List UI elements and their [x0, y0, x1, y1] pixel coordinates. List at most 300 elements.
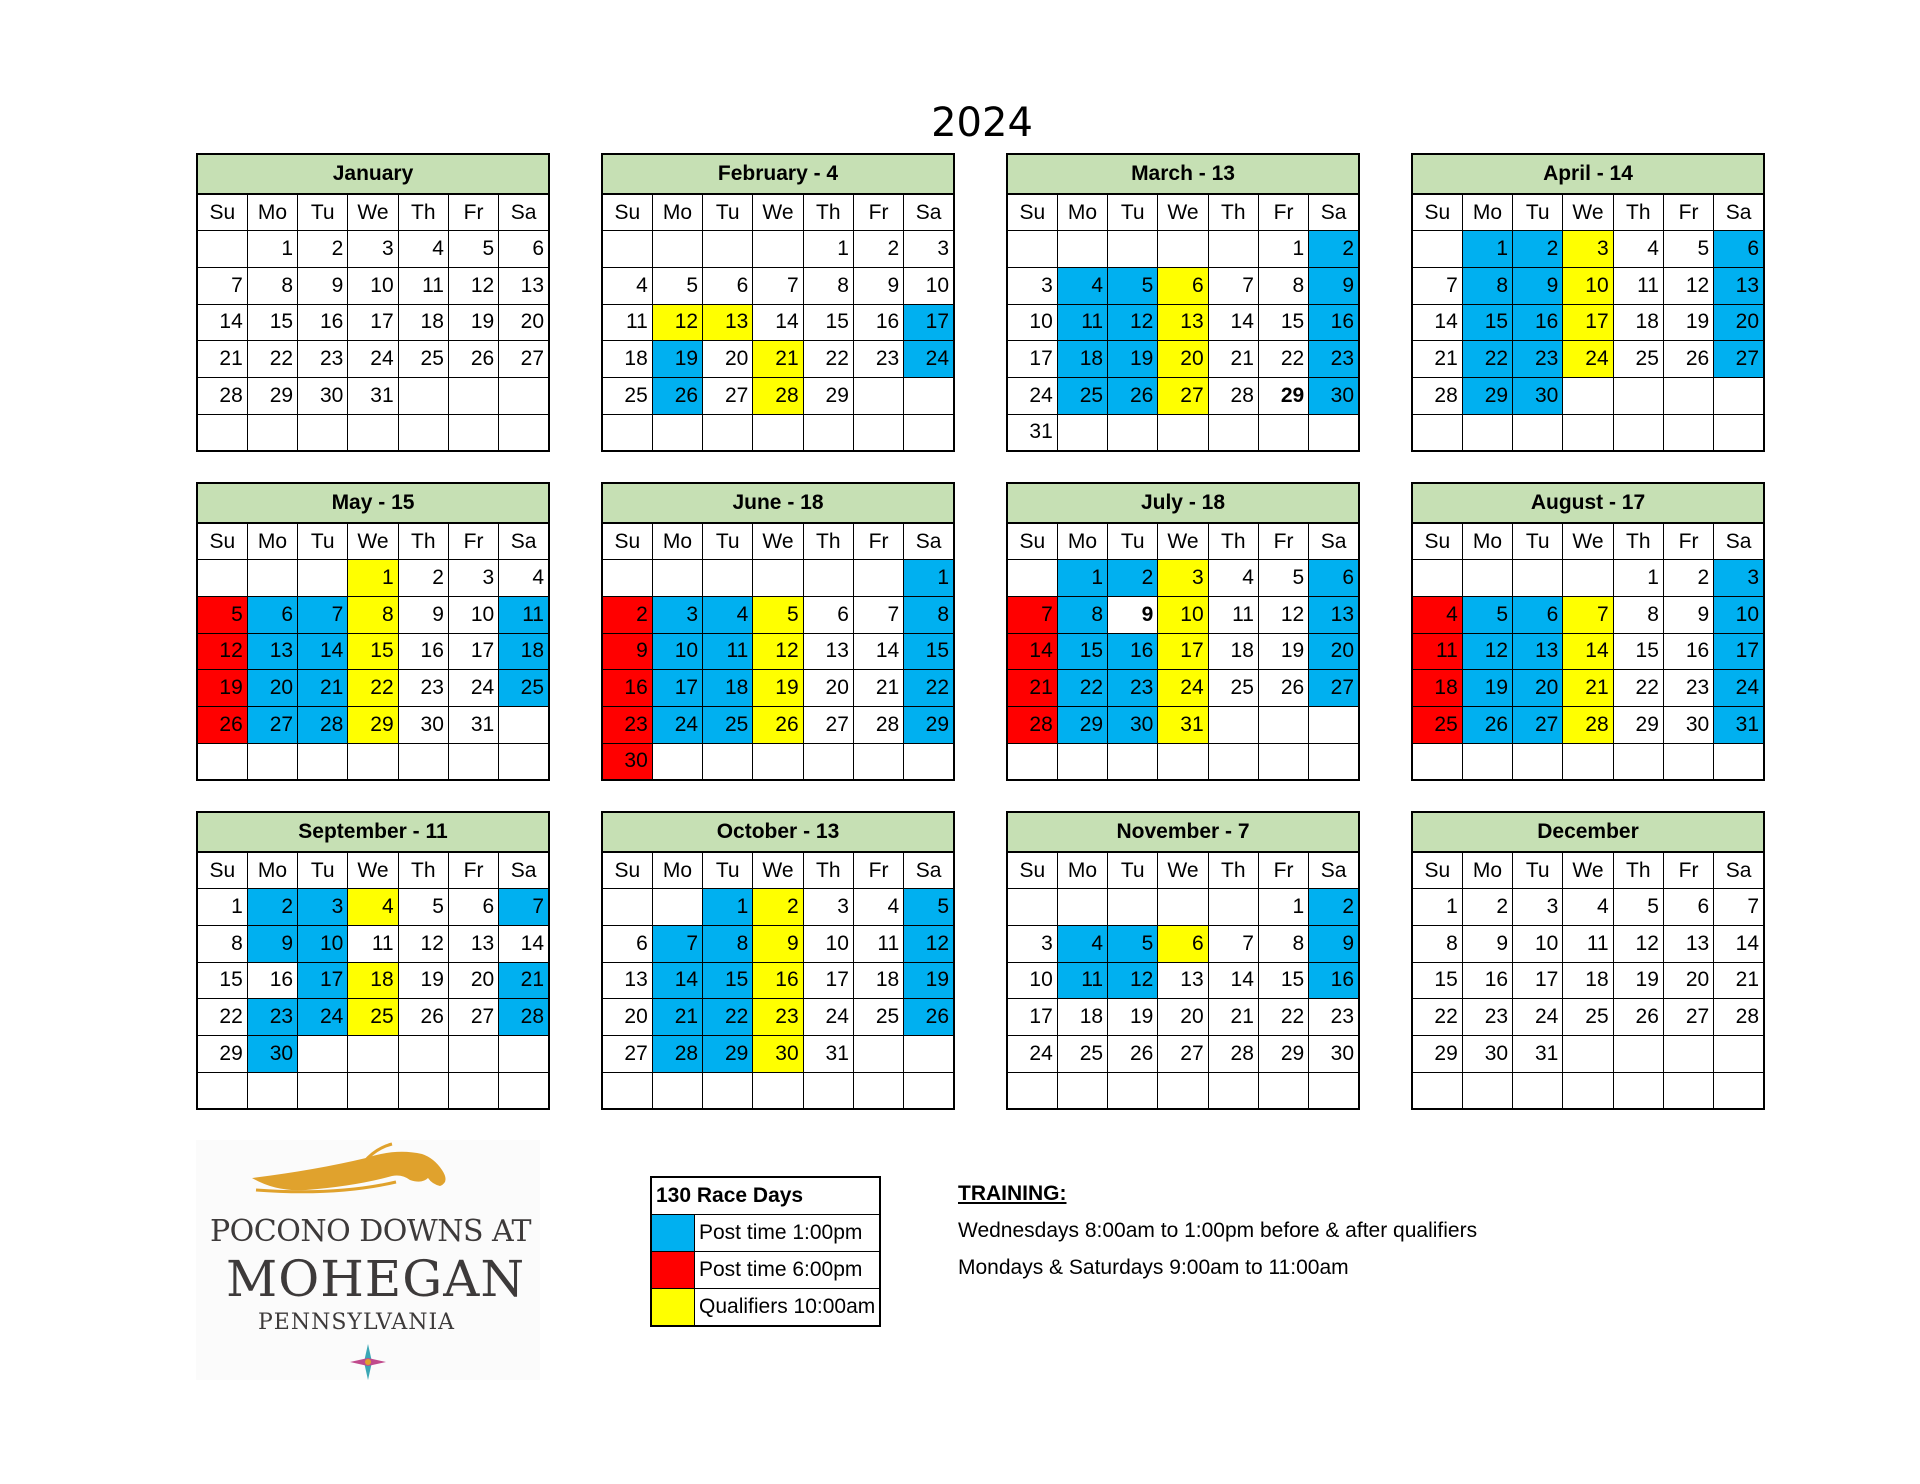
empty-cell	[247, 414, 297, 451]
day-cell: 30	[298, 377, 348, 414]
empty-cell	[1158, 414, 1208, 451]
day-cell: 20	[602, 999, 652, 1036]
empty-cell	[1462, 1072, 1512, 1109]
empty-cell	[1412, 560, 1462, 597]
day-cell: 19	[1108, 341, 1158, 378]
day-cell: 4	[1057, 267, 1107, 304]
empty-cell	[1714, 1035, 1764, 1072]
day-cell: 31	[1007, 414, 1057, 451]
day-cell: 13	[499, 267, 549, 304]
day-cell: 2	[1309, 889, 1359, 926]
day-cell: 17	[298, 962, 348, 999]
day-cell: 13	[448, 925, 498, 962]
empty-cell	[448, 743, 498, 780]
empty-cell	[197, 1072, 247, 1109]
day-cell: 21	[298, 670, 348, 707]
day-cell: 13	[247, 633, 297, 670]
empty-cell	[499, 1035, 549, 1072]
weekday-header: Sa	[1309, 523, 1359, 560]
logo	[196, 1140, 540, 1380]
day-cell: 24	[1007, 1035, 1057, 1072]
weekday-header: Tu	[703, 852, 753, 889]
day-cell: 17	[1158, 633, 1208, 670]
day-cell: 24	[904, 341, 954, 378]
day-cell: 19	[1663, 304, 1713, 341]
day-cell: 9	[1309, 925, 1359, 962]
weekday-header: Th	[803, 194, 853, 231]
day-cell: 7	[1412, 267, 1462, 304]
day-cell: 5	[197, 596, 247, 633]
day-cell: 23	[1309, 999, 1359, 1036]
training-line-2: Mondays & Saturdays 9:00am to 11:00am	[958, 1256, 1349, 1279]
day-cell: 3	[448, 560, 498, 597]
day-cell: 17	[803, 962, 853, 999]
day-cell: 9	[853, 267, 903, 304]
day-cell: 28	[1563, 706, 1613, 743]
day-cell: 10	[1007, 304, 1057, 341]
day-cell: 28	[1007, 706, 1057, 743]
empty-cell	[1663, 414, 1713, 451]
empty-cell	[197, 231, 247, 268]
empty-cell	[1007, 560, 1057, 597]
day-cell: 24	[1714, 670, 1764, 707]
empty-cell	[298, 560, 348, 597]
empty-cell	[1563, 560, 1613, 597]
empty-cell	[398, 743, 448, 780]
empty-cell	[1007, 1072, 1057, 1109]
empty-cell	[1412, 1072, 1462, 1109]
day-cell: 6	[703, 267, 753, 304]
day-cell: 1	[1258, 889, 1308, 926]
day-cell: 15	[904, 633, 954, 670]
day-cell: 14	[853, 633, 903, 670]
day-cell: 14	[1714, 925, 1764, 962]
day-cell: 16	[1663, 633, 1713, 670]
day-cell: 14	[1412, 304, 1462, 341]
day-cell: 25	[1208, 670, 1258, 707]
empty-cell	[448, 377, 498, 414]
day-cell: 22	[1462, 341, 1512, 378]
day-cell: 12	[1613, 925, 1663, 962]
day-cell: 18	[499, 633, 549, 670]
day-cell: 20	[803, 670, 853, 707]
weekday-header: Fr	[1258, 852, 1308, 889]
day-cell: 23	[247, 999, 297, 1036]
empty-cell	[803, 1072, 853, 1109]
day-cell: 13	[703, 304, 753, 341]
weekday-header: Mo	[1057, 523, 1107, 560]
day-cell: 13	[1309, 596, 1359, 633]
day-cell: 18	[703, 670, 753, 707]
day-cell: 5	[448, 231, 498, 268]
weekday-header: Tu	[298, 194, 348, 231]
day-cell: 14	[753, 304, 803, 341]
weekday-header: Th	[803, 852, 853, 889]
empty-cell	[499, 377, 549, 414]
empty-cell	[1158, 889, 1208, 926]
day-cell: 18	[1563, 962, 1613, 999]
empty-cell	[1613, 377, 1663, 414]
day-cell: 29	[1057, 706, 1107, 743]
day-cell: 3	[348, 231, 398, 268]
day-cell: 31	[1714, 706, 1764, 743]
empty-cell	[448, 1072, 498, 1109]
day-cell: 22	[247, 341, 297, 378]
empty-cell	[652, 889, 702, 926]
weekday-header: Th	[1613, 523, 1663, 560]
day-cell: 20	[1158, 999, 1208, 1036]
empty-cell	[753, 414, 803, 451]
empty-cell	[298, 743, 348, 780]
day-cell: 15	[1057, 633, 1107, 670]
day-cell: 4	[1412, 596, 1462, 633]
day-cell: 22	[197, 999, 247, 1036]
empty-cell	[1108, 414, 1158, 451]
weekday-header: Mo	[652, 194, 702, 231]
day-cell: 20	[1663, 962, 1713, 999]
day-cell: 4	[1208, 560, 1258, 597]
day-cell: 5	[904, 889, 954, 926]
day-cell: 2	[247, 889, 297, 926]
day-cell: 11	[1563, 925, 1613, 962]
empty-cell	[448, 414, 498, 451]
day-cell: 19	[652, 341, 702, 378]
weekday-header: Su	[602, 523, 652, 560]
empty-cell	[247, 743, 297, 780]
day-cell: 26	[448, 341, 498, 378]
day-cell: 7	[1208, 925, 1258, 962]
empty-cell	[348, 743, 398, 780]
empty-cell	[1057, 889, 1107, 926]
day-cell: 11	[853, 925, 903, 962]
weekday-header: We	[1158, 523, 1208, 560]
day-cell: 14	[652, 962, 702, 999]
day-cell: 19	[904, 962, 954, 999]
day-cell: 14	[1208, 304, 1258, 341]
weekday-header: Sa	[1714, 852, 1764, 889]
day-cell: 16	[753, 962, 803, 999]
day-cell: 7	[1714, 889, 1764, 926]
empty-cell	[1613, 1072, 1663, 1109]
empty-cell	[1007, 889, 1057, 926]
weekday-header: Mo	[1057, 852, 1107, 889]
day-cell: 3	[1007, 925, 1057, 962]
weekday-header: Sa	[904, 194, 954, 231]
day-cell: 11	[1057, 304, 1107, 341]
day-cell: 2	[1663, 560, 1713, 597]
empty-cell	[298, 1035, 348, 1072]
empty-cell	[1613, 414, 1663, 451]
weekday-header: Tu	[1513, 523, 1563, 560]
weekday-header: We	[1563, 194, 1613, 231]
empty-cell	[1714, 1072, 1764, 1109]
day-cell: 23	[1309, 341, 1359, 378]
weekday-header: Fr	[853, 523, 903, 560]
empty-cell	[197, 743, 247, 780]
month-calendar	[196, 811, 550, 1110]
empty-cell	[853, 1035, 903, 1072]
empty-cell	[602, 414, 652, 451]
empty-cell	[602, 560, 652, 597]
day-cell: 14	[1563, 633, 1613, 670]
day-cell: 11	[1613, 267, 1663, 304]
day-cell: 31	[1513, 1035, 1563, 1072]
day-cell: 12	[448, 267, 498, 304]
weekday-header: Fr	[1663, 523, 1713, 560]
day-cell: 22	[348, 670, 398, 707]
day-cell: 3	[1563, 231, 1613, 268]
day-cell: 20	[1309, 633, 1359, 670]
weekday-header: We	[753, 852, 803, 889]
day-cell: 8	[197, 925, 247, 962]
weekday-header: Tu	[1513, 194, 1563, 231]
day-cell: 21	[1208, 341, 1258, 378]
day-cell: 19	[1258, 633, 1308, 670]
day-cell: 15	[1412, 962, 1462, 999]
empty-cell	[1412, 231, 1462, 268]
month-calendar	[1006, 482, 1360, 781]
day-cell: 20	[1513, 670, 1563, 707]
day-cell: 13	[1158, 304, 1208, 341]
day-cell: 28	[1412, 377, 1462, 414]
weekday-header: Mo	[247, 523, 297, 560]
weekday-header: Fr	[1663, 194, 1713, 231]
day-cell: 17	[1513, 962, 1563, 999]
day-cell: 3	[652, 596, 702, 633]
day-cell: 16	[298, 304, 348, 341]
day-cell: 5	[1108, 267, 1158, 304]
day-cell: 16	[1309, 304, 1359, 341]
day-cell: 29	[1412, 1035, 1462, 1072]
empty-cell	[247, 560, 297, 597]
month-title: November - 7	[1007, 812, 1359, 852]
logo-line-3: PENNSYLVANIA	[258, 1310, 456, 1335]
empty-cell	[398, 414, 448, 451]
day-cell: 31	[1158, 706, 1208, 743]
day-cell: 10	[1513, 925, 1563, 962]
day-cell: 15	[348, 633, 398, 670]
day-cell: 27	[1158, 1035, 1208, 1072]
day-cell: 23	[602, 706, 652, 743]
day-cell: 13	[1513, 633, 1563, 670]
day-cell: 17	[1563, 304, 1613, 341]
legend	[650, 1176, 881, 1327]
day-cell: 23	[1663, 670, 1713, 707]
logo-line-2: MOHEGAN	[226, 1250, 526, 1308]
empty-cell	[652, 743, 702, 780]
day-cell: 2	[1108, 560, 1158, 597]
day-cell: 27	[803, 706, 853, 743]
day-cell: 28	[1208, 1035, 1258, 1072]
weekday-header: Su	[1007, 523, 1057, 560]
weekday-header: Th	[1208, 852, 1258, 889]
day-cell: 26	[904, 999, 954, 1036]
day-cell: 2	[753, 889, 803, 926]
empty-cell	[1057, 1072, 1107, 1109]
day-cell: 5	[1258, 560, 1308, 597]
day-cell: 16	[853, 304, 903, 341]
day-cell: 30	[1309, 1035, 1359, 1072]
empty-cell	[1007, 231, 1057, 268]
empty-cell	[348, 414, 398, 451]
day-cell: 10	[803, 925, 853, 962]
day-cell: 12	[1108, 962, 1158, 999]
weekday-header: We	[348, 523, 398, 560]
weekday-header: Su	[1412, 852, 1462, 889]
day-cell: 3	[1513, 889, 1563, 926]
day-cell: 12	[1462, 633, 1512, 670]
weekday-header: We	[348, 194, 398, 231]
day-cell: 16	[247, 962, 297, 999]
training-line-1: Wednesdays 8:00am to 1:00pm before & after qualifiers	[958, 1219, 1478, 1242]
day-cell: 8	[1258, 925, 1308, 962]
day-cell: 21	[1007, 670, 1057, 707]
day-cell: 26	[398, 999, 448, 1036]
empty-cell	[1208, 889, 1258, 926]
day-cell: 12	[398, 925, 448, 962]
day-cell: 27	[247, 706, 297, 743]
day-cell: 18	[348, 962, 398, 999]
weekday-header: Mo	[1462, 523, 1512, 560]
weekday-header: Fr	[448, 523, 498, 560]
day-cell: 3	[1158, 560, 1208, 597]
day-cell: 19	[197, 670, 247, 707]
day-cell: 19	[1613, 962, 1663, 999]
weekday-header: Th	[803, 523, 853, 560]
empty-cell	[1208, 414, 1258, 451]
day-cell: 18	[1208, 633, 1258, 670]
day-cell: 29	[803, 377, 853, 414]
empty-cell	[398, 377, 448, 414]
day-cell: 26	[1108, 1035, 1158, 1072]
day-cell: 25	[602, 377, 652, 414]
day-cell: 18	[1057, 341, 1107, 378]
day-cell: 14	[499, 925, 549, 962]
weekday-header: Mo	[1057, 194, 1107, 231]
day-cell: 24	[1563, 341, 1613, 378]
legend-swatch-red	[651, 1252, 695, 1289]
day-cell: 25	[1613, 341, 1663, 378]
empty-cell	[1663, 1035, 1713, 1072]
day-cell: 18	[398, 304, 448, 341]
weekday-header: Mo	[247, 852, 297, 889]
day-cell: 16	[1462, 962, 1512, 999]
empty-cell	[602, 1072, 652, 1109]
empty-cell	[1513, 1072, 1563, 1109]
month-title: October - 13	[602, 812, 954, 852]
day-cell: 11	[703, 633, 753, 670]
month-calendar	[1411, 153, 1765, 452]
day-cell: 19	[398, 962, 448, 999]
day-cell: 26	[1258, 670, 1308, 707]
empty-cell	[1258, 1072, 1308, 1109]
day-cell: 7	[1208, 267, 1258, 304]
weekday-header: Tu	[1513, 852, 1563, 889]
legend-label-blue: Post time 1:00pm	[695, 1215, 881, 1252]
empty-cell	[602, 231, 652, 268]
day-cell: 10	[298, 925, 348, 962]
day-cell: 20	[247, 670, 297, 707]
weekday-header: Fr	[1258, 523, 1308, 560]
day-cell: 6	[803, 596, 853, 633]
day-cell: 9	[1309, 267, 1359, 304]
empty-cell	[1158, 743, 1208, 780]
weekday-header: Su	[197, 852, 247, 889]
day-cell: 15	[703, 962, 753, 999]
day-cell: 26	[1613, 999, 1663, 1036]
day-cell: 12	[1663, 267, 1713, 304]
empty-cell	[1258, 706, 1308, 743]
day-cell: 15	[1258, 304, 1308, 341]
day-cell: 3	[803, 889, 853, 926]
weekday-header: Sa	[904, 852, 954, 889]
day-cell: 30	[1462, 1035, 1512, 1072]
day-cell: 26	[197, 706, 247, 743]
day-cell: 28	[197, 377, 247, 414]
day-cell: 30	[753, 1035, 803, 1072]
day-cell: 1	[703, 889, 753, 926]
empty-cell	[1057, 231, 1107, 268]
day-cell: 5	[1462, 596, 1512, 633]
day-cell: 21	[753, 341, 803, 378]
weekday-header: Fr	[1663, 852, 1713, 889]
day-cell: 25	[703, 706, 753, 743]
weekday-header: Mo	[1462, 194, 1512, 231]
empty-cell	[398, 1035, 448, 1072]
day-cell: 6	[1158, 267, 1208, 304]
day-cell: 11	[1412, 633, 1462, 670]
weekday-header: Su	[1412, 194, 1462, 231]
day-cell: 30	[1663, 706, 1713, 743]
day-cell: 29	[703, 1035, 753, 1072]
empty-cell	[247, 1072, 297, 1109]
day-cell: 24	[448, 670, 498, 707]
day-cell: 21	[652, 999, 702, 1036]
day-cell: 21	[1208, 999, 1258, 1036]
day-cell: 22	[1412, 999, 1462, 1036]
day-cell: 8	[247, 267, 297, 304]
empty-cell	[1208, 706, 1258, 743]
day-cell: 8	[904, 596, 954, 633]
day-cell: 31	[803, 1035, 853, 1072]
day-cell: 15	[1258, 962, 1308, 999]
empty-cell	[853, 1072, 903, 1109]
day-cell: 2	[1462, 889, 1512, 926]
day-cell: 26	[753, 706, 803, 743]
day-cell: 4	[602, 267, 652, 304]
day-cell: 1	[1258, 231, 1308, 268]
day-cell: 5	[1663, 231, 1713, 268]
day-cell: 23	[1513, 341, 1563, 378]
empty-cell	[602, 889, 652, 926]
day-cell: 29	[348, 706, 398, 743]
empty-cell	[1563, 377, 1613, 414]
day-cell: 15	[247, 304, 297, 341]
weekday-header: We	[1158, 194, 1208, 231]
day-cell: 29	[904, 706, 954, 743]
day-cell: 11	[499, 596, 549, 633]
empty-cell	[853, 414, 903, 451]
weekday-header: Fr	[448, 852, 498, 889]
month-title: March - 13	[1007, 154, 1359, 194]
day-cell: 27	[1513, 706, 1563, 743]
day-cell: 7	[753, 267, 803, 304]
empty-cell	[1007, 743, 1057, 780]
weekday-header: Su	[197, 523, 247, 560]
weekday-header: Th	[398, 523, 448, 560]
day-cell: 11	[602, 304, 652, 341]
day-cell: 1	[247, 231, 297, 268]
